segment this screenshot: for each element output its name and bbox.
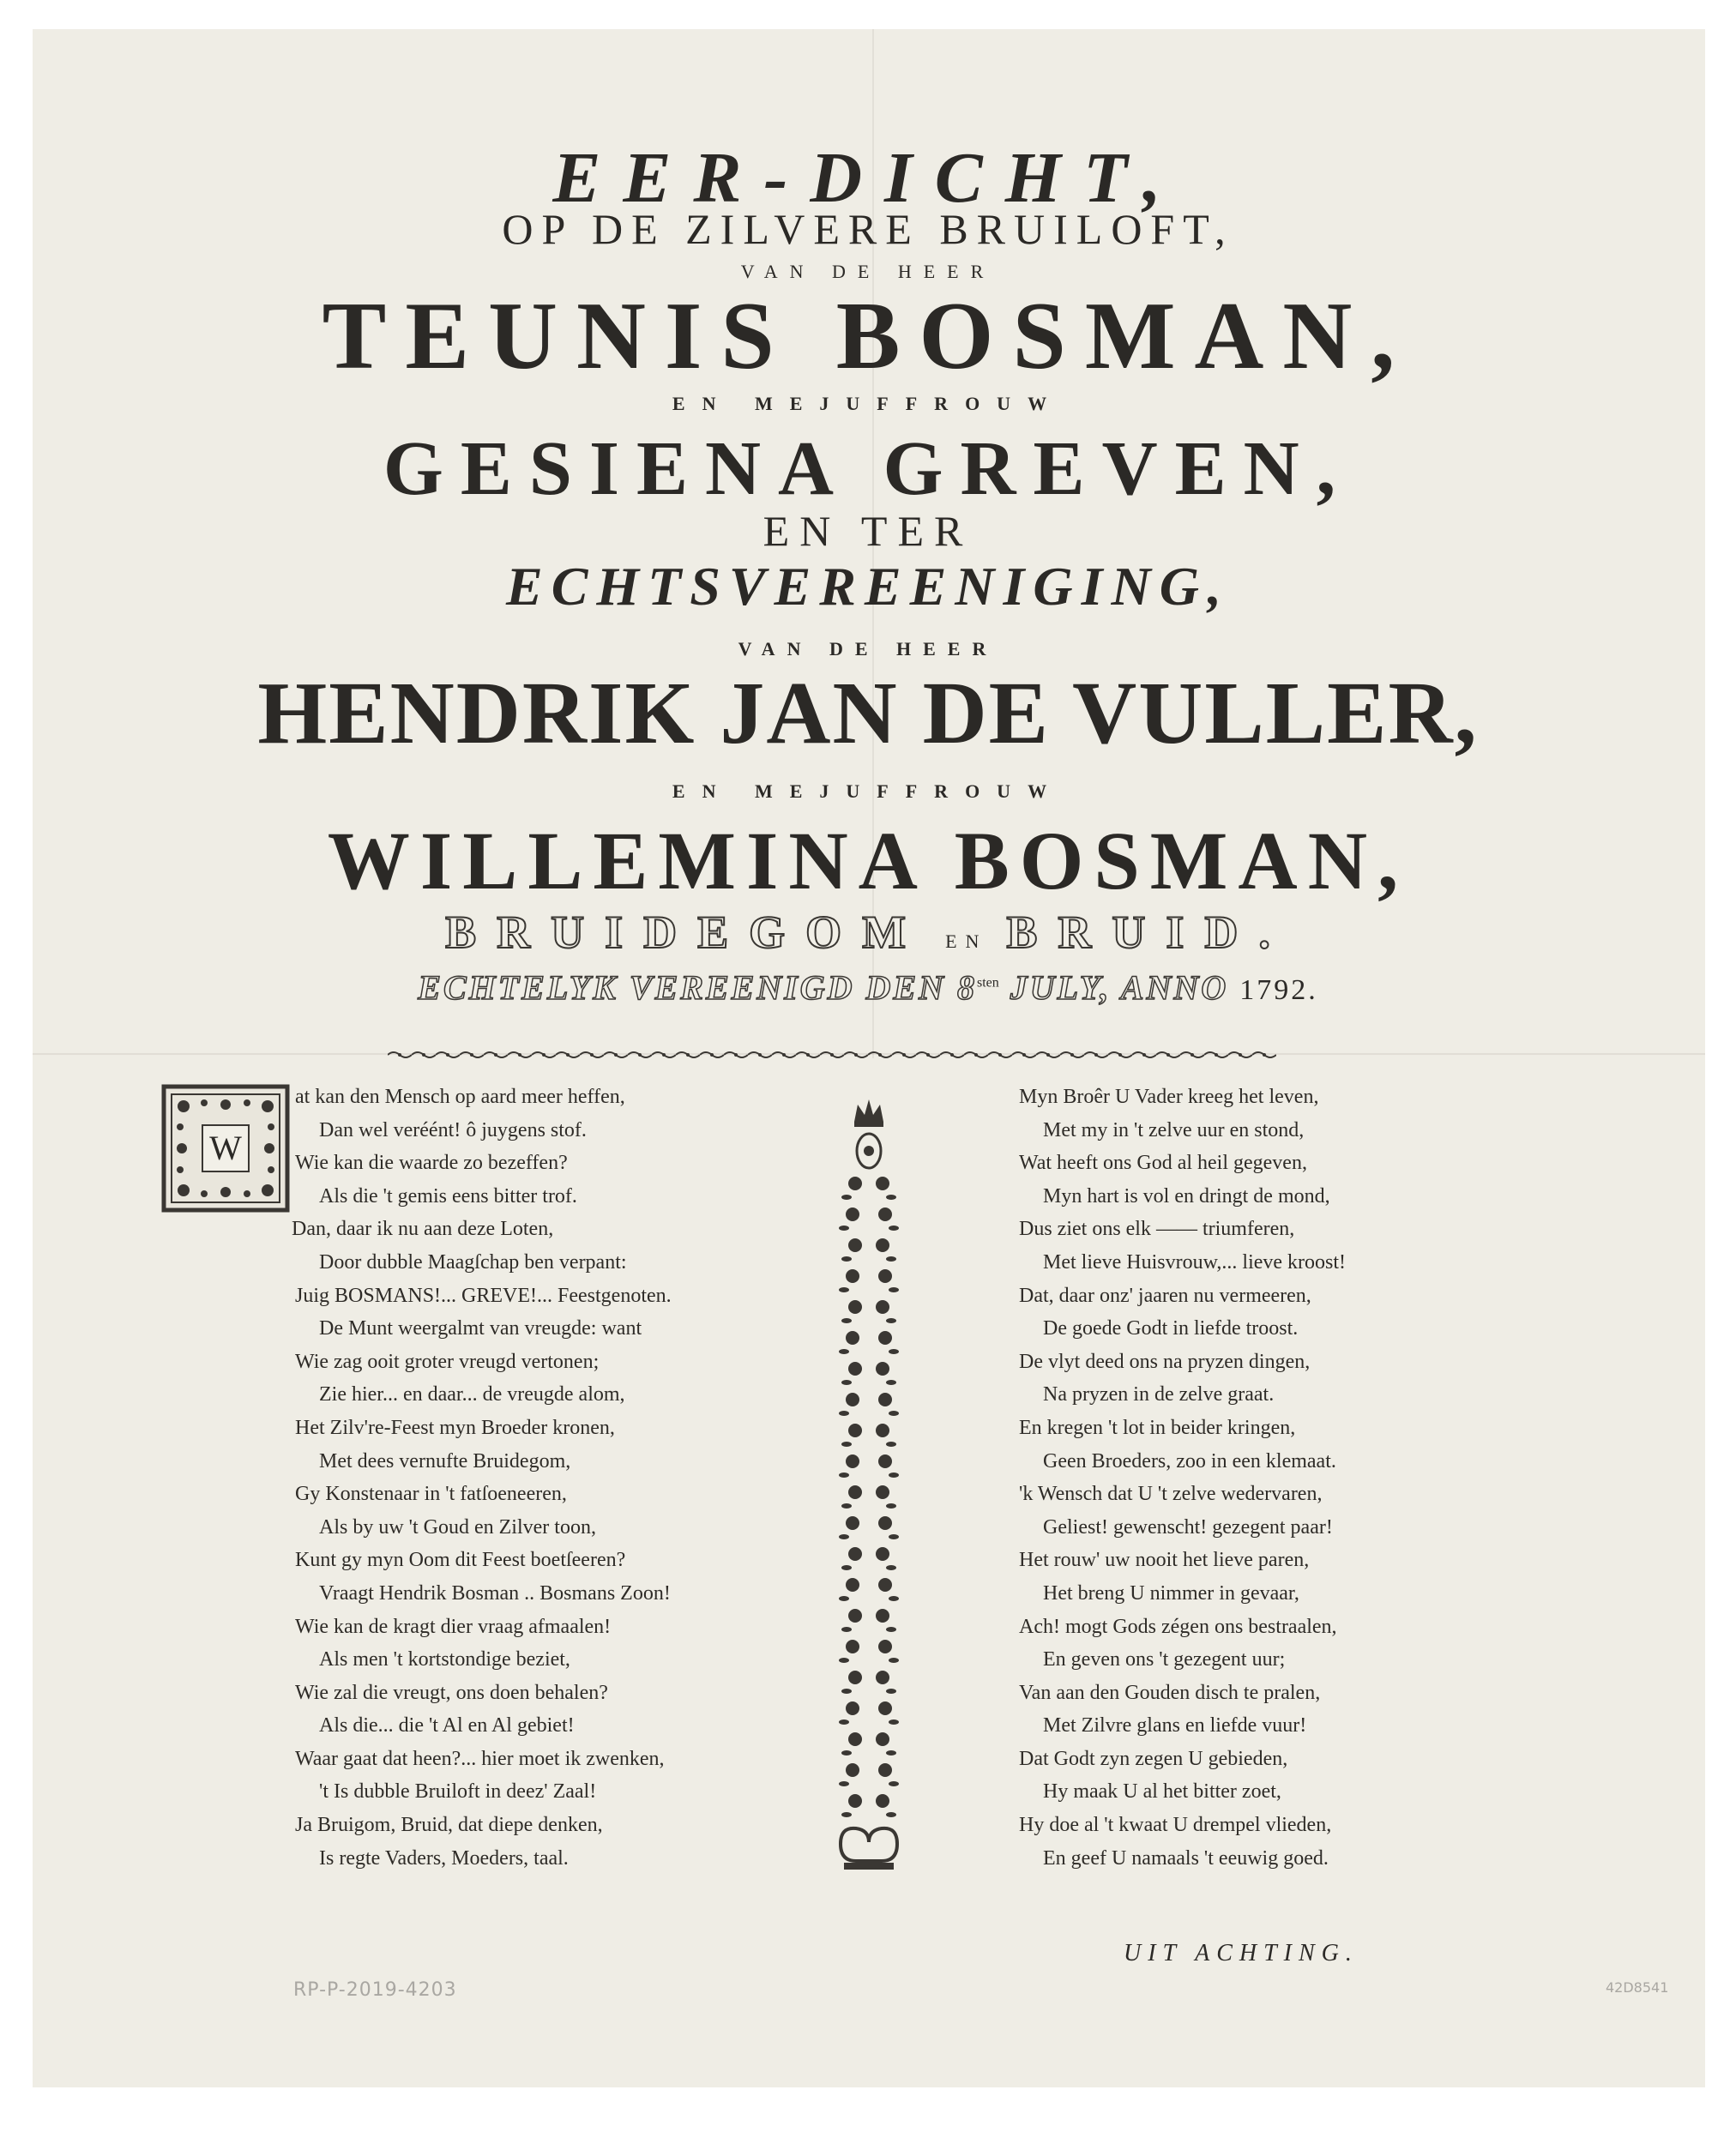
poem-line: Van aan den Gouden disch te pralen, (1019, 1681, 1321, 1704)
rosette-icon (848, 1238, 862, 1252)
rosette-icon (878, 1393, 892, 1406)
leaf-icon (889, 1287, 899, 1292)
poem-line: Als die... die 't Al en Al gebiet! (319, 1714, 575, 1737)
rosette-icon (878, 1701, 892, 1715)
married-date-line (0, 968, 1736, 1007)
poem-line: Als die 't gemis eens bitter trof. (319, 1184, 577, 1208)
leaf-icon (839, 1226, 849, 1231)
rosette-icon (876, 1671, 889, 1684)
poem-line: Ja Bruigom, Bruid, dat diepe denken, (295, 1814, 603, 1837)
poem-line: Myn Broêr U Vader kreeg het leven, (1019, 1086, 1319, 1108)
echtsvereeniging: ECHTSVEREENIGING, (506, 556, 1230, 617)
rosette-icon (848, 1362, 862, 1376)
leaf-icon (841, 1627, 852, 1632)
leaf-icon (886, 1812, 896, 1817)
rosette-icon (876, 1732, 889, 1746)
rosette-icon (876, 1794, 889, 1808)
poem-line: Kunt gy myn Oom dit Feest boetſeeren? (295, 1549, 626, 1572)
rosette-icon (846, 1516, 859, 1530)
rosette-icon (876, 1177, 889, 1190)
leaf-icon (841, 1812, 852, 1817)
rosette-icon (848, 1609, 862, 1623)
leaf-icon (841, 1503, 852, 1509)
leaf-icon (839, 1781, 849, 1786)
poem-line: 'k Wensch dat U 't zelve wedervaren, (1019, 1483, 1323, 1506)
rosette-icon (848, 1424, 862, 1437)
signature-uit-achting: UIT ACHTING. (1124, 1940, 1359, 1966)
poem-line: En kregen 't lot in beider kringen, (1019, 1416, 1296, 1439)
poem-line: Dat Godt zyn zegen U gebieden, (1019, 1747, 1288, 1770)
poem-line: Myn hart is vol en dringt de mond, (1043, 1184, 1330, 1208)
poem-line: Hy maak U al het bitter zoet, (1043, 1780, 1281, 1804)
leaf-icon (839, 1658, 849, 1663)
leaf-icon (886, 1565, 896, 1570)
leaf-icon (841, 1195, 852, 1200)
scroll-base-icon (841, 1828, 897, 1870)
poem-line: De goede Godt in liefde troost. (1043, 1317, 1299, 1340)
leaf-icon (841, 1380, 852, 1385)
leaf-icon (841, 1689, 852, 1694)
rosette-icon (878, 1640, 892, 1653)
name-hendrik-jan-de-vuller: HENDRIK JAN DE VULLER, (257, 664, 1479, 762)
rosette-icon (848, 1671, 862, 1684)
rosette-icon (876, 1300, 889, 1314)
leaf-icon (889, 1658, 899, 1663)
leaf-icon (839, 1719, 849, 1725)
rosette-icon (878, 1578, 892, 1592)
inventory-number: RP-P-2019-4203 (293, 1979, 457, 2001)
rosette-icon (846, 1640, 859, 1653)
rosette-icon (876, 1547, 889, 1561)
poem-line: Geliest! gewenscht! gezegent paar! (1043, 1515, 1333, 1539)
leaf-icon (889, 1534, 899, 1539)
rosette-icon (876, 1609, 889, 1623)
title-eer-dicht: EER-DICHT, (552, 138, 1184, 218)
poem-line: Juig BOSMANS!... GREVE!... Feestgenoten. (295, 1284, 672, 1307)
leaf-icon (839, 1472, 849, 1478)
leaf-icon (886, 1627, 896, 1632)
poem-line: Dan, daar ik nu aan deze Loten, (292, 1218, 554, 1241)
leaf-icon (841, 1442, 852, 1447)
name-willemina-bosman: WILLEMINA BOSMAN, (327, 815, 1409, 906)
poem-line: Hy doe al 't kwaat U drempel vlieden, (1019, 1814, 1332, 1837)
bruidegom-word: BRUIDEGOM (445, 906, 927, 958)
rosette-icon (846, 1454, 859, 1468)
floral-column-ornament (829, 1089, 909, 1878)
rosette-icon (848, 1300, 862, 1314)
leaf-icon (841, 1256, 852, 1262)
leaf-icon (886, 1380, 896, 1385)
poem-line: Het rouw' uw nooit het lieve paren, (1019, 1549, 1310, 1572)
en-word: EN (945, 930, 988, 952)
poem-line: Wat heeft ons God al heil gegeven, (1019, 1152, 1307, 1175)
year-text: 1792. (1239, 974, 1318, 1006)
poem-line: Wie zal die vreugt, ons doen behalen? (295, 1681, 608, 1704)
rosette-icon (878, 1454, 892, 1468)
leaf-icon (886, 1256, 896, 1262)
poem-line: Als by uw 't Goud en Zilver toon, (319, 1515, 596, 1539)
leaf-icon (886, 1195, 896, 1200)
poem-line: Dus ziet ons elk —— triumferen, (1019, 1218, 1295, 1241)
poem-line: Zie hier... en daar... de vreugde alom, (319, 1383, 625, 1406)
poem-line: En geef U namaals 't eeuwig goed. (1043, 1846, 1329, 1870)
rosette-icon (878, 1331, 892, 1345)
date-superscript: sten (977, 975, 999, 991)
leaf-icon (839, 1596, 849, 1601)
rosette-icon (846, 1269, 859, 1283)
poem-line: Met dees vernufte Bruidegom, (319, 1449, 571, 1472)
leaf-icon (889, 1349, 899, 1354)
poem-line: De Munt weergalmt van vreugde: want (319, 1317, 642, 1340)
rosette-icon (848, 1485, 862, 1499)
rosette-icon (846, 1208, 859, 1221)
poem-line: Met Zilvre glans en liefde vuur! (1043, 1714, 1307, 1737)
rosette-icon (876, 1238, 889, 1252)
rosette-icon (848, 1794, 862, 1808)
en-ter: EN TER (763, 507, 973, 555)
rosette-icon (878, 1763, 892, 1777)
leaf-icon (889, 1719, 899, 1725)
poem-right-column (1019, 1081, 1346, 1875)
bruidegom-en-bruid (0, 906, 1736, 958)
rosette-icon (878, 1516, 892, 1530)
leaf-icon (839, 1411, 849, 1416)
poem-line: Gy Konstenaar in 't fatſoeneeren, (295, 1483, 567, 1506)
poem-line: En geven ons 't gezegent uur; (1043, 1648, 1286, 1671)
rosette-icon (848, 1177, 862, 1190)
name-teunis-bosman: TEUNIS BOSMAN, (322, 283, 1414, 389)
poem-line: Wie kan die waarde zo bezeffen? (295, 1152, 568, 1175)
decorative-divider (388, 1050, 1276, 1060)
leaf-icon (841, 1750, 852, 1756)
poem-line: Geen Broeders, zoo in een klemaat. (1043, 1449, 1336, 1472)
poem-line: Waar gaat dat heen?... hier moet ik zwenken, (295, 1747, 665, 1770)
july-anno-text: JULY, ANNO (998, 968, 1240, 1007)
poem-line: Wie kan de kragt dier vraag afmaalen! (295, 1615, 612, 1638)
leaf-icon (841, 1318, 852, 1323)
poem-line: Dan wel veréént! ô juygens stof. (319, 1118, 587, 1141)
van-de-heer-1: VAN DE HEER (740, 261, 996, 282)
van-de-heer-2: VAN DE HEER (738, 638, 998, 659)
subtitle-zilvere-bruiloft: OP DE ZILVERE BRUILOFT, (502, 205, 1234, 253)
rosette-icon (876, 1424, 889, 1437)
poem-line: Vraagt Hendrik Bosman .. Bosmans Zoon! (319, 1581, 671, 1605)
rosette-icon (878, 1269, 892, 1283)
rosette-icon (846, 1763, 859, 1777)
poem-line: Het breng U nimmer in gevaar, (1043, 1581, 1299, 1605)
rosette-icon (848, 1547, 862, 1561)
leaf-icon (839, 1349, 849, 1354)
inventory-mark: 42D8541 (1606, 1979, 1669, 1996)
echtelyk-text: ECHTELYK VEREENIGD DEN 8 (418, 968, 977, 1007)
leaf-icon (889, 1596, 899, 1601)
leaf-icon (889, 1781, 899, 1786)
decorative-initial-box (161, 1084, 290, 1213)
poem-line: 't Is dubble Bruiloft in deez' Zaal! (319, 1780, 597, 1804)
leaf-icon (886, 1689, 896, 1694)
rosette-icon (876, 1485, 889, 1499)
rosette-icon (846, 1701, 859, 1715)
poem-line: Met lieve Huisvrouw,... lieve kroost! (1043, 1250, 1347, 1274)
poem-line: Wie zag ooit groter vreugd vertonen; (295, 1350, 600, 1373)
poem-line: Is regte Vaders, Moeders, taal. (319, 1846, 569, 1870)
poem-line: Ach! mogt Gods zégen ons bestraalen, (1019, 1615, 1337, 1638)
poem-line: Met my in 't zelve uur en stond, (1043, 1118, 1305, 1141)
poem-line: Als men 't kortstondige beziet, (319, 1648, 570, 1671)
name-gesiena-greven: GESIENA GREVEN, (383, 426, 1353, 511)
poem-line: Dat, daar onz' jaaren nu vermeeren, (1019, 1284, 1311, 1307)
crown-icon (854, 1099, 883, 1122)
leaf-icon (889, 1472, 899, 1478)
initial-letter: W (209, 1129, 242, 1167)
bruid-word: BRUID. (1006, 906, 1291, 958)
rosette-icon (848, 1732, 862, 1746)
leaf-icon (886, 1503, 896, 1509)
poem-left-column (292, 1081, 672, 1875)
rosette-icon (878, 1208, 892, 1221)
rosette-icon (846, 1331, 859, 1345)
leaf-icon (839, 1287, 849, 1292)
leaf-icon (889, 1226, 899, 1231)
rosette-icon (876, 1362, 889, 1376)
rosette-icon (846, 1393, 859, 1406)
poem-line: De vlyt deed ons na pryzen dingen, (1019, 1350, 1311, 1373)
poem-line: at kan den Mensch op aard meer heffen, (295, 1086, 625, 1108)
rosette-icon (846, 1578, 859, 1592)
leaf-icon (839, 1534, 849, 1539)
leaf-icon (886, 1750, 896, 1756)
en-mejuffrouw-2: EN MEJUFFROUW (672, 780, 1064, 802)
poem-line: Na pryzen in de zelve graat. (1043, 1383, 1275, 1406)
poem-line: Het Zilv're-Feest myn Broeder kronen, (295, 1416, 615, 1439)
en-mejuffrouw-1: EN MEJUFFROUW (672, 393, 1064, 414)
leaf-icon (841, 1565, 852, 1570)
leaf-icon (889, 1411, 899, 1416)
poem-line: Door dubble Maagſchap ben verpant: (319, 1250, 627, 1274)
leaf-icon (886, 1442, 896, 1447)
leaf-icon (886, 1318, 896, 1323)
